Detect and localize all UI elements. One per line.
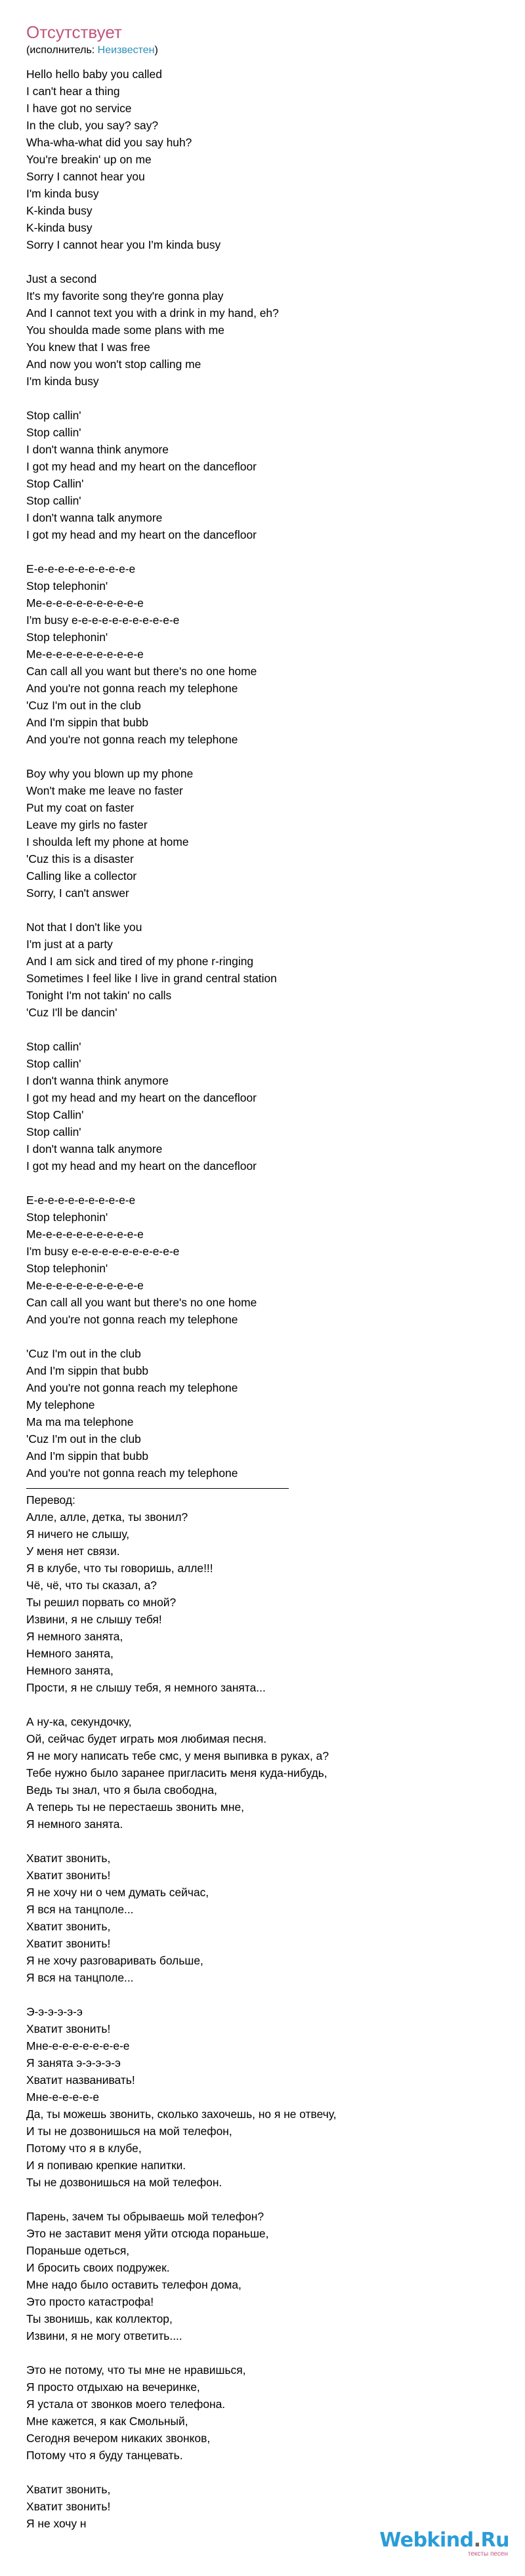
lyric-line: And you're not gonna reach my telephone bbox=[26, 1381, 238, 1394]
lyric-line: Я устала от звонков моего телефона. bbox=[26, 2398, 226, 2411]
lyric-line: Hello hello baby you called bbox=[26, 68, 162, 81]
lyric-line: Я не хочу н bbox=[26, 2517, 87, 2530]
lyric-line: Stop callin' bbox=[26, 1040, 81, 1053]
lyric-line: I'm busy e-e-e-e-e-e-e-e-e-e-e bbox=[26, 613, 180, 627]
artist-link[interactable]: Неизвестен bbox=[97, 45, 155, 56]
lyric-line: In the club, you say? say? bbox=[26, 119, 159, 132]
lyric-line: Stop Callin' bbox=[26, 477, 84, 490]
lyric-line: А теперь ты не перестаешь звонить мне, bbox=[26, 1800, 244, 1814]
lyric-line: I don't wanna talk anymore bbox=[26, 1142, 163, 1155]
lyric-line: Sorry I cannot hear you bbox=[26, 170, 145, 183]
lyric-line: I got my head and my heart on the dancefloor bbox=[26, 1159, 257, 1173]
logo-tagline: тексты песен bbox=[467, 2550, 508, 2558]
lyric-line: I have got no service bbox=[26, 102, 132, 115]
lyric-line: Me-e-e-e-e-e-e-e-e-e-e bbox=[26, 596, 144, 610]
lyric-line: 'Cuz this is a disaster bbox=[26, 852, 134, 865]
lyric-line: Хватит звонить! bbox=[26, 1937, 111, 1950]
lyric-line: Stop telephonin' bbox=[26, 1262, 108, 1275]
lyric-line: I'm just at a party bbox=[26, 938, 113, 951]
lyric-line: Я не хочу ни о чем думать сейчас, bbox=[26, 1886, 209, 1899]
lyric-line: Put my coat on faster bbox=[26, 801, 135, 814]
lyric-line: Me-e-e-e-e-e-e-e-e-e-e bbox=[26, 1279, 144, 1292]
lyric-line: Да, ты можешь звонить, сколько захочешь, но я не отвечу, bbox=[26, 2108, 337, 2121]
lyric-line: Пораньше одеться, bbox=[26, 2244, 130, 2257]
lyric-line: Boy why you blown up my phone bbox=[26, 767, 194, 780]
lyrics-stanza bbox=[26, 1192, 499, 1328]
lyric-line: Я вся на танцполе... bbox=[26, 1903, 134, 1916]
lyric-line: Stop telephonin' bbox=[26, 631, 108, 644]
translation-stanza bbox=[26, 2361, 499, 2464]
site-logo[interactable] bbox=[379, 2529, 509, 2558]
lyric-line: It's my favorite song they're gonna play bbox=[26, 289, 224, 302]
lyric-line: And you're not gonna reach my telephone bbox=[26, 1313, 238, 1326]
lyric-line: Won't make me leave no faster bbox=[26, 784, 183, 797]
lyric-line: Потому что я буду танцевать. bbox=[26, 2449, 183, 2462]
logo-wordmark: Webkind.Ru bbox=[379, 2529, 509, 2552]
lyric-line: Э-э-э-э-э-э bbox=[26, 2005, 83, 2018]
lyric-line: 'Cuz I'm out in the club bbox=[26, 1432, 141, 1445]
lyric-line: Я немного занята, bbox=[26, 1630, 123, 1643]
lyric-line: У меня нет связи. bbox=[26, 1545, 120, 1558]
lyric-line: I don't wanna talk anymore bbox=[26, 511, 163, 524]
lyric-line: My telephone bbox=[26, 1398, 95, 1411]
lyric-line: Алле, алле, детка, ты звонил? bbox=[26, 1510, 188, 1524]
lyric-line: Wha-wha-what did you say huh? bbox=[26, 136, 192, 149]
lyric-line: И я попиваю крепкие напитки. bbox=[26, 2159, 186, 2172]
lyric-line: Stop callin' bbox=[26, 426, 81, 439]
translation-stanza bbox=[26, 2208, 499, 2344]
lyric-line: E-e-e-e-e-e-e-e-e-e-e bbox=[26, 562, 136, 575]
translation-stanza bbox=[26, 1508, 499, 1696]
lyric-line: And I'm sippin that bubb bbox=[26, 716, 149, 729]
lyrics-stanza bbox=[26, 919, 499, 1021]
lyric-line: Мне-е-е-е-е-е bbox=[26, 2090, 100, 2104]
lyric-line: You shoulda made some plans with me bbox=[26, 323, 224, 337]
lyric-line: Ты звонишь, как коллектор, bbox=[26, 2312, 173, 2325]
lyric-line: Me-e-e-e-e-e-e-e-e-e-e bbox=[26, 648, 144, 661]
lyric-line: And you're not gonna reach my telephone bbox=[26, 682, 238, 695]
lyric-line: Calling like a collector bbox=[26, 869, 137, 883]
lyric-line: Немного занята, bbox=[26, 1664, 114, 1677]
lyric-line: Stop callin' bbox=[26, 1125, 81, 1138]
lyric-line: Sometimes I feel like I live in grand central station bbox=[26, 972, 277, 985]
lyrics-stanza bbox=[26, 407, 499, 543]
lyric-line: Хватит названивать! bbox=[26, 2073, 135, 2087]
lyric-line: Я не могу написать тебе смс, у меня выпивка в руках, а? bbox=[26, 1749, 329, 1762]
lyrics-page bbox=[26, 0, 499, 2532]
artist-prefix: (исполнитель: bbox=[26, 45, 98, 56]
translation-stanza bbox=[26, 2003, 499, 2191]
lyric-line: Хватит звонить, bbox=[26, 1852, 111, 1865]
lyric-line: And I'm sippin that bubb bbox=[26, 1364, 149, 1377]
lyric-line: Прости, я не слышу тебя, я немного занята... bbox=[26, 1681, 266, 1694]
lyric-line: Ma ma ma telephone bbox=[26, 1415, 134, 1428]
lyric-line: Чё, чё, что ты сказал, а? bbox=[26, 1579, 157, 1592]
lyric-line: Can call all you want but there's no one home bbox=[26, 665, 257, 678]
lyrics-stanza bbox=[26, 1345, 499, 1482]
lyric-line: E-e-e-e-e-e-e-e-e-e-e bbox=[26, 1194, 136, 1207]
lyric-line: I'm kinda busy bbox=[26, 187, 99, 200]
lyric-line: You're breakin' up on me bbox=[26, 153, 152, 166]
lyric-line: Это просто катастрофа! bbox=[26, 2295, 154, 2308]
lyric-line: Парень, зачем ты обрываешь мой телефон? bbox=[26, 2210, 264, 2223]
lyric-line: I can't hear a thing bbox=[26, 85, 120, 98]
lyric-line: And you're not gonna reach my telephone bbox=[26, 733, 238, 746]
lyric-line: Ты решил порвать со мной? bbox=[26, 1596, 177, 1609]
lyric-line: И бросить своих подружек. bbox=[26, 2261, 170, 2274]
page-title: Отсутствует bbox=[26, 22, 122, 42]
lyrics-stanza bbox=[26, 765, 499, 902]
lyric-line: Это не потому, что ты мне не нравишься, bbox=[26, 2363, 246, 2377]
translation-stanza bbox=[26, 2481, 499, 2532]
translation-stanza bbox=[26, 1713, 499, 1833]
translation-label: Перевод: bbox=[26, 1493, 75, 1506]
lyric-line: I don't wanna think anymore bbox=[26, 1074, 169, 1087]
lyric-line: You knew that I was free bbox=[26, 341, 150, 354]
lyric-line: Мне кажется, я как Смольный, bbox=[26, 2415, 188, 2428]
lyric-line: And I am sick and tired of my phone r-ringing bbox=[26, 955, 254, 968]
lyric-line: Sorry, I can't answer bbox=[26, 886, 129, 900]
lyric-line: And now you won't stop calling me bbox=[26, 358, 201, 371]
lyric-line: Я просто отдыхаю на вечеринке, bbox=[26, 2380, 200, 2394]
lyric-line: Тебе нужно было заранее пригласить меня куда-нибудь, bbox=[26, 1766, 327, 1779]
lyric-line: Я ничего не слышу, bbox=[26, 1527, 130, 1541]
original-lyrics bbox=[26, 66, 499, 1482]
lyric-line: Я не хочу разговаривать больше, bbox=[26, 1954, 203, 1967]
lyric-line: Tonight I'm not takin' no calls bbox=[26, 989, 172, 1002]
lyric-line: Хватит звонить! bbox=[26, 2022, 111, 2035]
lyric-line: Stop callin' bbox=[26, 409, 81, 422]
lyric-line: I'm kinda busy bbox=[26, 375, 99, 388]
lyric-line: Это не заставит меня уйти отсюда пораньше, bbox=[26, 2227, 269, 2240]
lyric-line: I got my head and my heart on the dancefloor bbox=[26, 460, 257, 473]
lyric-line: Извини, я не могу ответить.... bbox=[26, 2329, 182, 2342]
lyric-line: I got my head and my heart on the dancefloor bbox=[26, 1091, 257, 1104]
lyric-line: Хватит звонить, bbox=[26, 2483, 111, 2496]
lyric-line: Ведь ты знал, что я была свободна, bbox=[26, 1783, 217, 1797]
lyric-line: K-kinda busy bbox=[26, 204, 93, 217]
lyric-line: Мне надо было оставить телефон дома, bbox=[26, 2278, 242, 2291]
lyric-line: Я немного занята. bbox=[26, 1818, 123, 1831]
lyric-line: Немного занята, bbox=[26, 1647, 114, 1660]
artist-suffix: ) bbox=[154, 45, 158, 56]
lyric-line: Я в клубе, что ты говоришь, алле!!! bbox=[26, 1562, 213, 1575]
lyric-line: And I'm sippin that bubb bbox=[26, 1449, 149, 1463]
lyric-line: 'Cuz I'm out in the club bbox=[26, 699, 141, 712]
lyric-line: Sorry I cannot hear you I'm kinda busy bbox=[26, 238, 221, 251]
lyric-line: I got my head and my heart on the dancefloor bbox=[26, 528, 257, 541]
lyric-line: Потому что я в клубе, bbox=[26, 2142, 142, 2155]
lyrics-stanza bbox=[26, 1038, 499, 1174]
lyrics-stanza bbox=[26, 270, 499, 390]
lyrics-stanza bbox=[26, 560, 499, 748]
translation-stanza bbox=[26, 1850, 499, 1986]
translation-block bbox=[26, 1491, 499, 2532]
lyric-line: И ты не дозвонишься на мой телефон, bbox=[26, 2125, 232, 2138]
lyric-line: 'Cuz I'm out in the club bbox=[26, 1347, 141, 1360]
lyric-line: I don't wanna think anymore bbox=[26, 443, 169, 456]
lyric-line: Извини, я не слышу тебя! bbox=[26, 1613, 162, 1626]
lyric-line: Ты не дозвонишься на мой телефон. bbox=[26, 2176, 222, 2189]
lyric-line: I shoulda left my phone at home bbox=[26, 835, 189, 848]
lyric-line: Сегодня вечером никаких звонков, bbox=[26, 2432, 211, 2445]
lyric-line: Just a second bbox=[26, 272, 97, 285]
lyric-line: Мне-е-е-е-е-е-е-е-е bbox=[26, 2039, 130, 2052]
lyric-line: Stop telephonin' bbox=[26, 1211, 108, 1224]
translated-lyrics bbox=[26, 1508, 499, 2532]
lyric-line: Leave my girls no faster bbox=[26, 818, 148, 831]
lyric-line: Я занята э-э-э-э-э bbox=[26, 2056, 121, 2069]
lyric-line: Can call all you want but there's no one home bbox=[26, 1296, 257, 1309]
lyric-line: Stop callin' bbox=[26, 494, 81, 507]
lyric-line: Хватит звонить! bbox=[26, 2500, 111, 2513]
lyric-line: And I cannot text you with a drink in my hand, eh? bbox=[26, 306, 279, 320]
lyric-line: Хватит звонить, bbox=[26, 1920, 111, 1933]
lyric-line: Stop telephonin' bbox=[26, 579, 108, 592]
artist-line bbox=[26, 43, 499, 58]
lyric-line: I'm busy e-e-e-e-e-e-e-e-e-e-e bbox=[26, 1245, 180, 1258]
lyric-line: And you're not gonna reach my telephone bbox=[26, 1466, 238, 1480]
lyric-line: K-kinda busy bbox=[26, 221, 93, 234]
lyric-line: А ну-ка, секундочку, bbox=[26, 1715, 132, 1728]
divider bbox=[26, 1488, 289, 1489]
lyric-line: Stop Callin' bbox=[26, 1108, 84, 1121]
lyric-line: Ой, сейчас будет играть моя любимая песня. bbox=[26, 1732, 267, 1745]
lyric-line: Хватит звонить! bbox=[26, 1869, 111, 1882]
lyric-line: Me-e-e-e-e-e-e-e-e-e-e bbox=[26, 1228, 144, 1241]
lyric-line: Я вся на танцполе... bbox=[26, 1971, 134, 1984]
lyric-line: Not that I don't like you bbox=[26, 921, 142, 934]
lyric-line: 'Cuz I'll be dancin' bbox=[26, 1006, 117, 1019]
lyric-line: Stop callin' bbox=[26, 1057, 81, 1070]
lyrics-stanza bbox=[26, 66, 499, 253]
